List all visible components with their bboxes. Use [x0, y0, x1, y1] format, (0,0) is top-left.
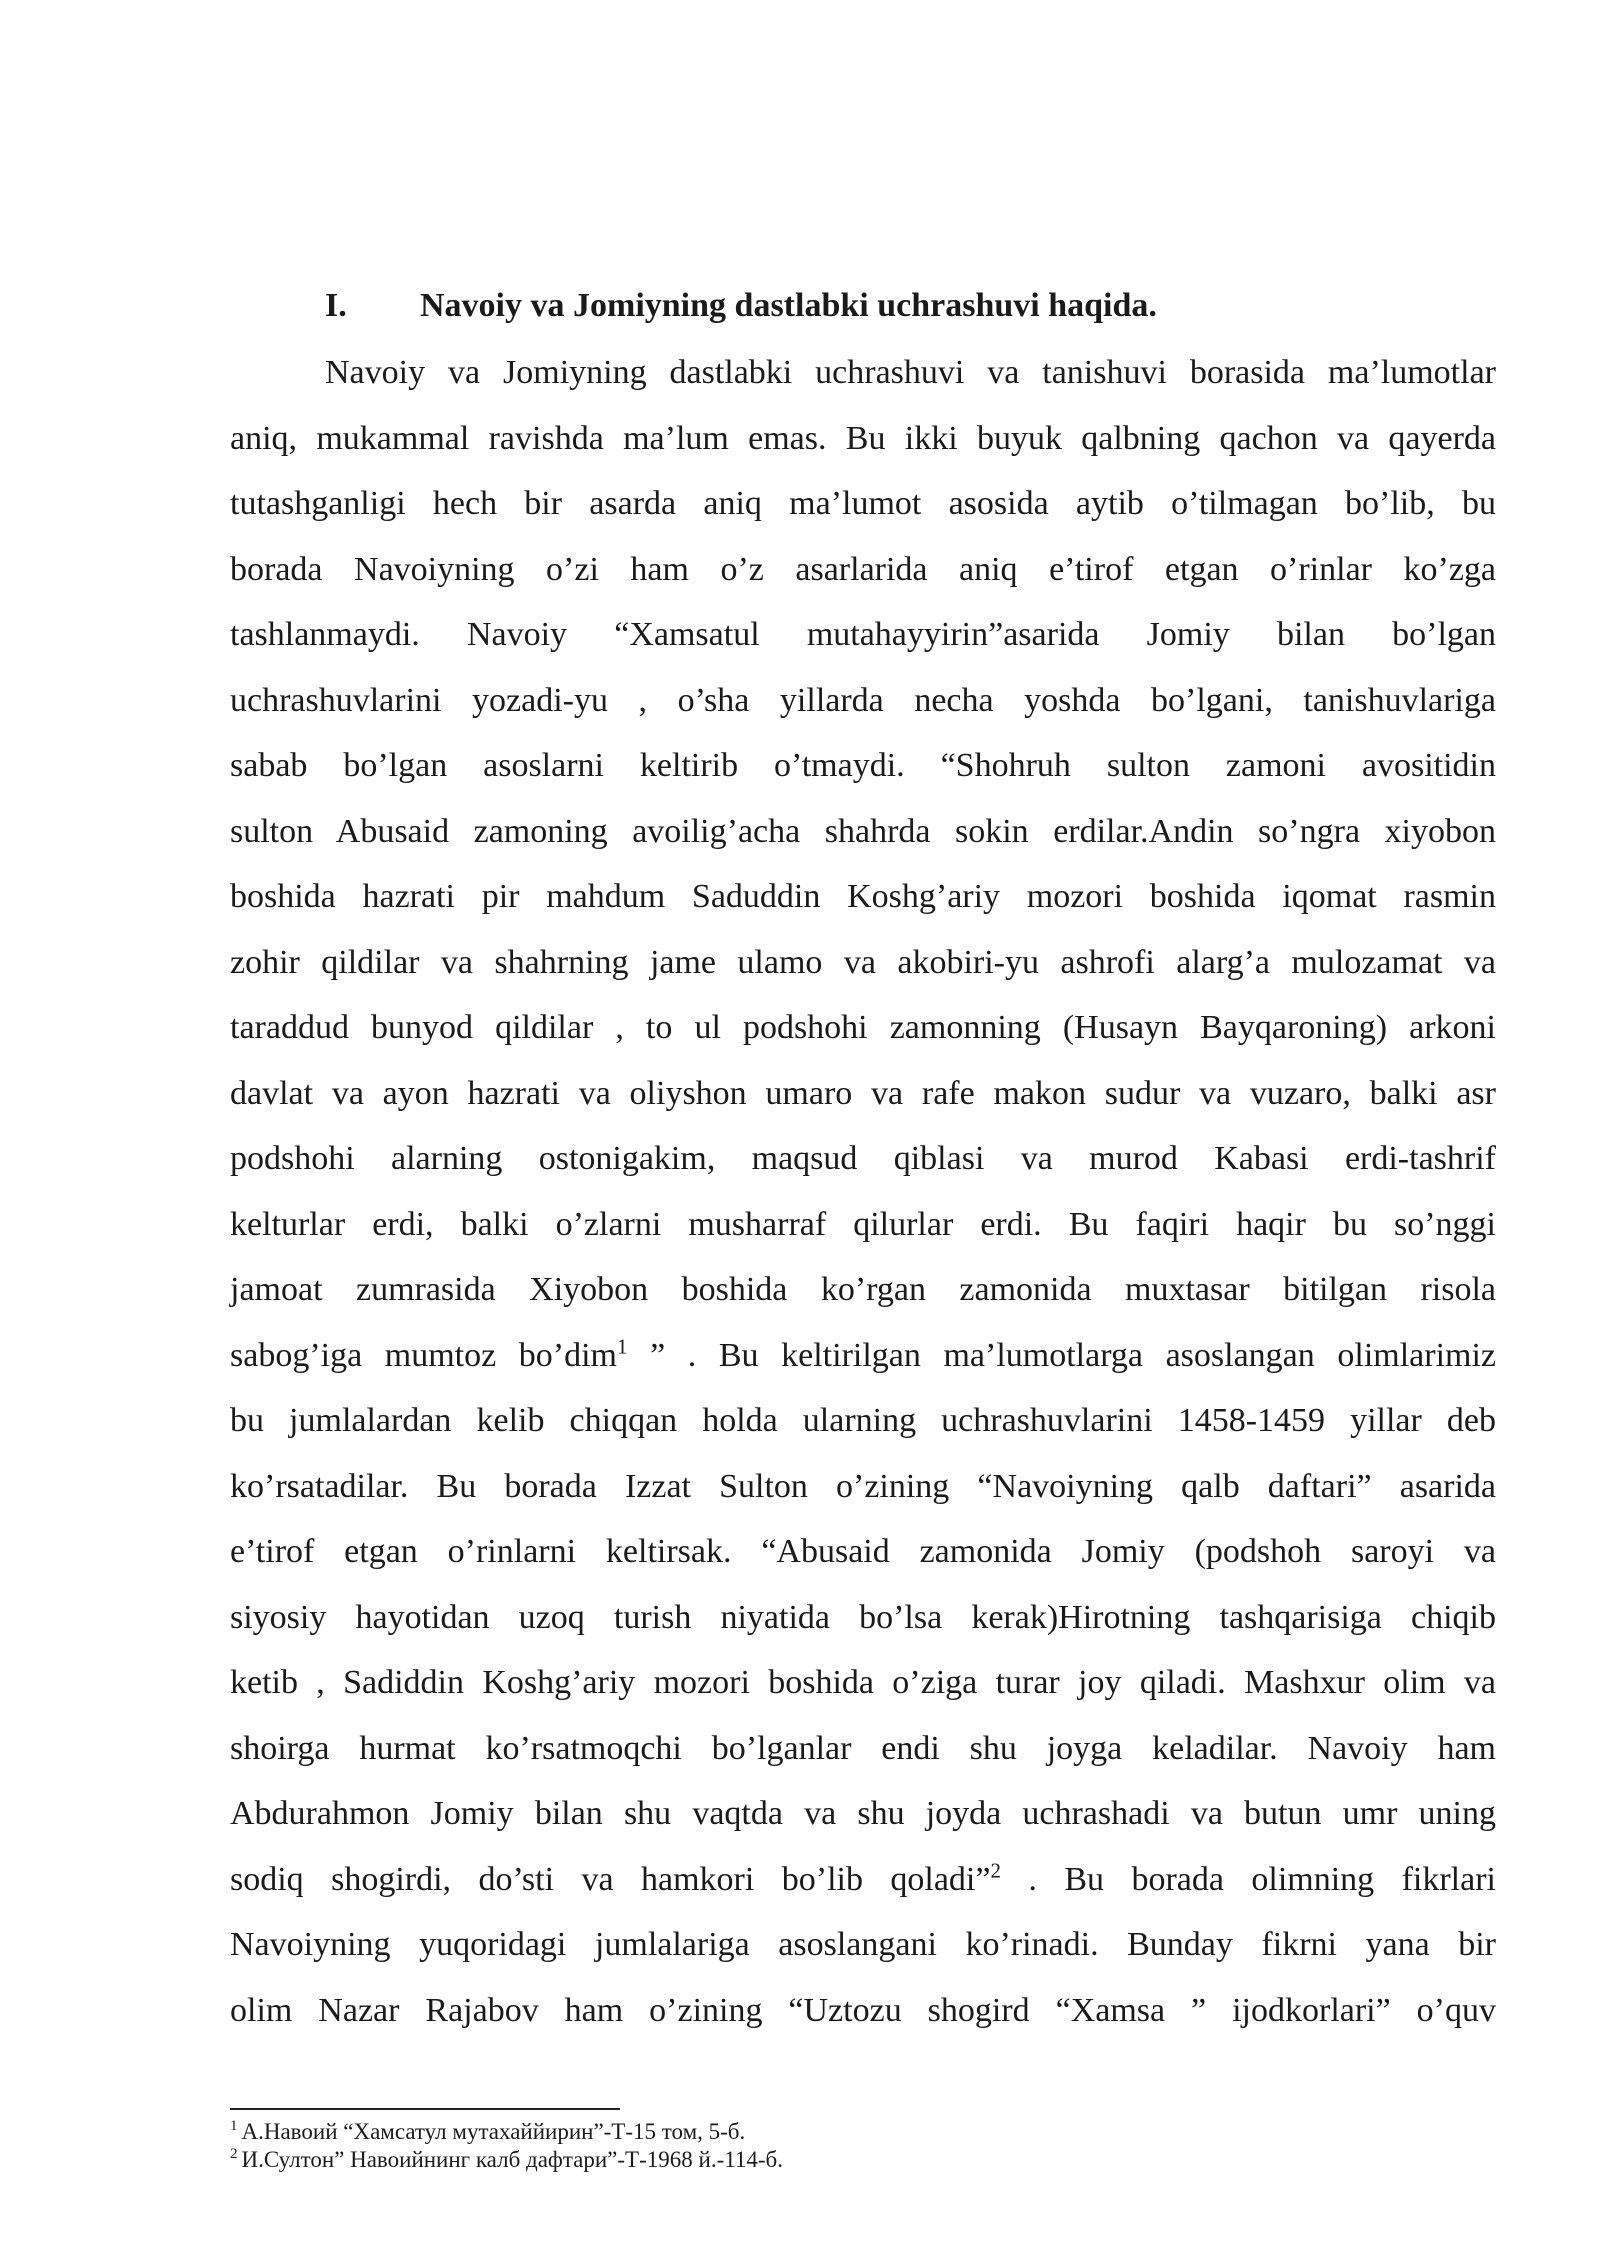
text-line: Navoiy va Jomiyning dastlabki uchrashuvi va tanishuvi borasida ma’lumotlar — [325, 354, 1496, 391]
text-line: podshohi alarning ostonigakim, maqsud qiblasi va murod Kabasi erdi-tashrif — [230, 1140, 1496, 1177]
text-line: ko’rsatadilar. Bu borada Izzat Sulton o’zining “Navoiyning qalb daftari” asarida — [230, 1467, 1496, 1505]
footnote-text: И.Султон” Навоийнинг калб дафтари”-Т-1968 й.-114-б. — [241, 2147, 783, 2172]
footnote-mark: 2 — [230, 2146, 238, 2163]
footnote-item — [230, 2118, 783, 2146]
footnote-text: А.Навоий “Хамсатул мутахаййирин”-Т-15 том, 5-б. — [241, 2119, 746, 2144]
text-line: siyosiy hayotidan uzoq turish niyatida bo’lsa kerak)Hirotning tashqarisiga chiqib — [230, 1598, 1496, 1636]
text-line: kelturlar erdi, balki o’zlarni musharraf qilurlar erdi. Bu faqiri haqir bu so’nggi — [230, 1205, 1496, 1243]
text-line: uchrashuvlarini yozadi-yu , o’sha yillarda necha yoshda bo’lgani, tanishuvlariga — [230, 681, 1496, 719]
section-number: I. — [325, 287, 347, 324]
text-line: tutashganligi hech bir asarda aniq ma’lumot asosida aytib o’tilmagan bo’lib, bu — [230, 485, 1496, 522]
text-line: sulton Abusaid zamoning avoilig’acha shahrda sokin erdilar.Andin so’ngra xiyobon — [230, 812, 1496, 850]
text-line: boshida hazrati pir mahdum Saduddin Koshg’ariy mozori boshida iqomat rasmin — [230, 878, 1496, 915]
text-line: bu jumlalardan kelib chiqqan holda ularning uchrashuvlarini 1458-1459 yillar deb — [230, 1402, 1496, 1439]
footnote-mark: 1 — [230, 2118, 238, 2135]
text-line: borada Navoiyning o’zi ham o’z asarlarida aniq e’tirof etgan o’rinlar ko’zga — [230, 550, 1496, 588]
text-line: Navoiyning yuqoridagi jumlalariga asoslangani ko’rinadi. Bunday fikrni yana bir — [230, 1926, 1496, 1963]
text-segment: . Bu borada olimning fikrlari — [1000, 1860, 1496, 1898]
text-line: davlat va ayon hazrati va oliyshon umaro va rafe makon sudur va vuzaro, balki asr — [230, 1074, 1496, 1112]
text-segment: sodiq shogirdi, do’sti va hamkori bo’lib qoladi” — [230, 1860, 991, 1898]
text-line: jamoat zumrasida Xiyobon boshida ko’rgan zamonida muxtasar bitilgan risola — [230, 1271, 1496, 1308]
footnote-reference[interactable]: 1 — [617, 1334, 628, 1359]
text-line-with-footnote — [230, 1323, 1496, 1389]
footnote-separator — [230, 2108, 620, 2110]
footnote-reference[interactable]: 2 — [990, 1858, 1001, 1883]
section-title: Navoiy va Jomiyning dastlabki uchrashuvi haqida. — [420, 287, 1157, 324]
text-line-with-footnote — [230, 1847, 1496, 1913]
footnote-item — [230, 2146, 783, 2174]
text-segment: sabog’iga mumtoz bo’dim — [230, 1336, 618, 1374]
text-line: zohir qildilar va shahrning jame ulamo va akobiri-yu ashrofi alarg’a mulozamat va — [230, 943, 1496, 981]
text-line: shoirga hurmat ko’rsatmoqchi bo’lganlar endi shu joyga keladilar. Navoiy ham — [230, 1729, 1496, 1767]
text-line: e’tirof etgan o’rinlarni keltirsak. “Abusaid zamonida Jomiy (podshoh saroyi va — [230, 1533, 1496, 1570]
text-line: olim Nazar Rajabov ham o’zining “Uztozu shogird “Xamsa ” ijodkorlari” o’quv — [230, 1991, 1496, 2029]
text-line: Abdurahmon Jomiy bilan shu vaqtda va shu joyda uchrashadi va butun umr uning — [230, 1795, 1496, 1832]
text-segment: ” . Bu keltirilgan ma’lumotlarga asoslangan olimlarimiz — [627, 1336, 1496, 1374]
text-line: sabab bo’lgan asoslarni keltirib o’tmaydi. “Shohruh sulton zamoni avositidin — [230, 747, 1496, 784]
text-line: taraddud bunyod qildilar , to ul podshohi zamonning (Husayn Bayqaroning) arkoni — [230, 1009, 1496, 1046]
body-text — [230, 340, 1496, 2043]
text-line: aniq, mukammal ravishda ma’lum emas. Bu ikki buyuk qalbning qachon va qayerda — [230, 419, 1496, 457]
footnotes — [230, 2118, 783, 2174]
text-line: tashlanmaydi. Navoiy “Xamsatul mutahayyirin”asarida Jomiy bilan bo’lgan — [230, 616, 1496, 653]
text-line: ketib , Sadiddin Koshg’ariy mozori boshida o’ziga turar joy qiladi. Mashxur olim va — [230, 1664, 1496, 1701]
section-heading — [325, 286, 1157, 326]
